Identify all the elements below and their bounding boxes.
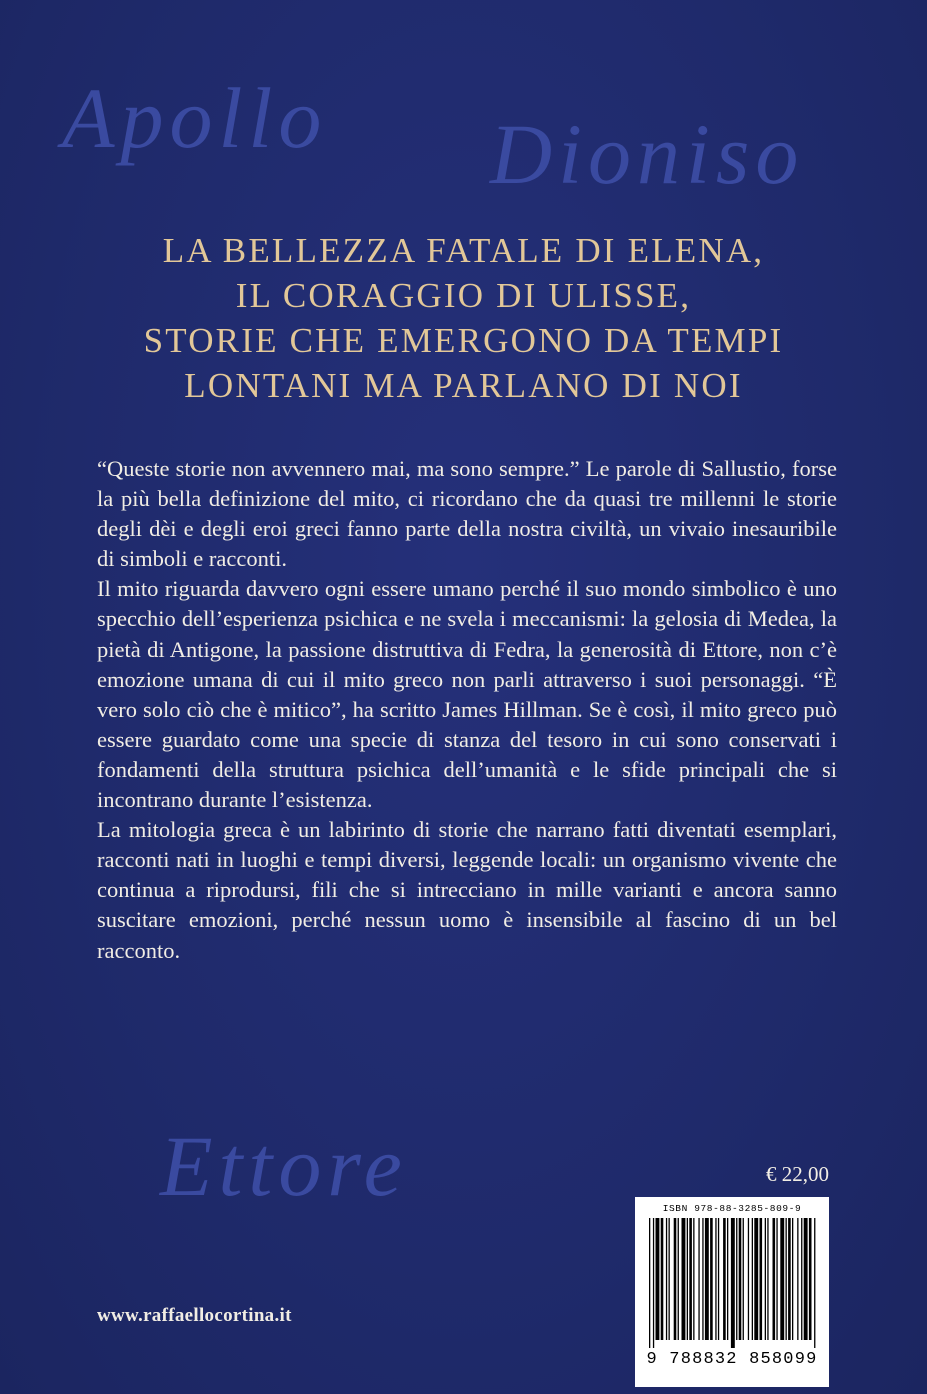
- isbn-digits: 9 788832 858099: [646, 1350, 818, 1369]
- headline-line: LONTANI MA PARLANO DI NOI: [184, 366, 743, 405]
- watermark-dioniso: Dioniso: [490, 106, 805, 202]
- blurb-paragraph: Il mito riguarda davvero ogni essere umano perché il suo mondo simbolico è uno specchio dell’esperienza psichica e ne svela i meccanismi: la gelosia di Medea, la pietà di Antigone, la passione distruttiva di Fedra, la generosità di Ettore, non c’è emozione umana di cui il mito greco non parli attraverso i suoi personaggi. “È vero solo ciò che è mitico”, ha scritto James Hillman. Se è così, il mito greco può essere guardato come una specie di stanza del tesoro in cui sono conservati i fondamenti della struttura psichica dell’umanità e le sfide principali che si incontrano durante l’esistenza.: [97, 576, 837, 813]
- headline-line: STORIE CHE EMERGONO DA TEMPI: [143, 321, 784, 360]
- barcode-bars: [643, 1218, 821, 1348]
- isbn-label: ISBN 978-88-3285-809-9: [662, 1203, 802, 1214]
- price: € 22,00: [766, 1162, 829, 1186]
- watermark-apollo: Apollo: [62, 70, 328, 166]
- barcode: [635, 1197, 829, 1387]
- watermark-ettore: Ettore: [160, 1118, 408, 1214]
- headline: [60, 228, 867, 408]
- headline-line: LA BELLEZZA FATALE DI ELENA,: [162, 231, 765, 270]
- headline-line: IL CORAGGIO DI ULISSE,: [235, 276, 692, 315]
- blurb-paragraph: La mitologia greca è un labirinto di storie che narrano fatti diventati esemplari, racconti nati in luoghi e tempi diversi, leggende locali: un organismo vivente che continua a riprodursi, fili che si intrecciano in mille varianti e ancora sanno suscitare emozioni, perché nessun uomo è insensibile al fascino di un bel racconto.: [97, 817, 837, 963]
- blurb-paragraph: “Queste storie non avvennero mai, ma sono sempre.” Le parole di Sallustio, forse la più bella definizione del mito, ci ricordano che da quasi tre millenni le storie degli dèi e degli eroi greci fanno parte della nostra civiltà, un vivaio inesauribile di simboli e racconti.: [97, 456, 837, 572]
- blurb: [97, 454, 837, 966]
- website-link[interactable]: www.raffaellocortina.it: [97, 1305, 292, 1326]
